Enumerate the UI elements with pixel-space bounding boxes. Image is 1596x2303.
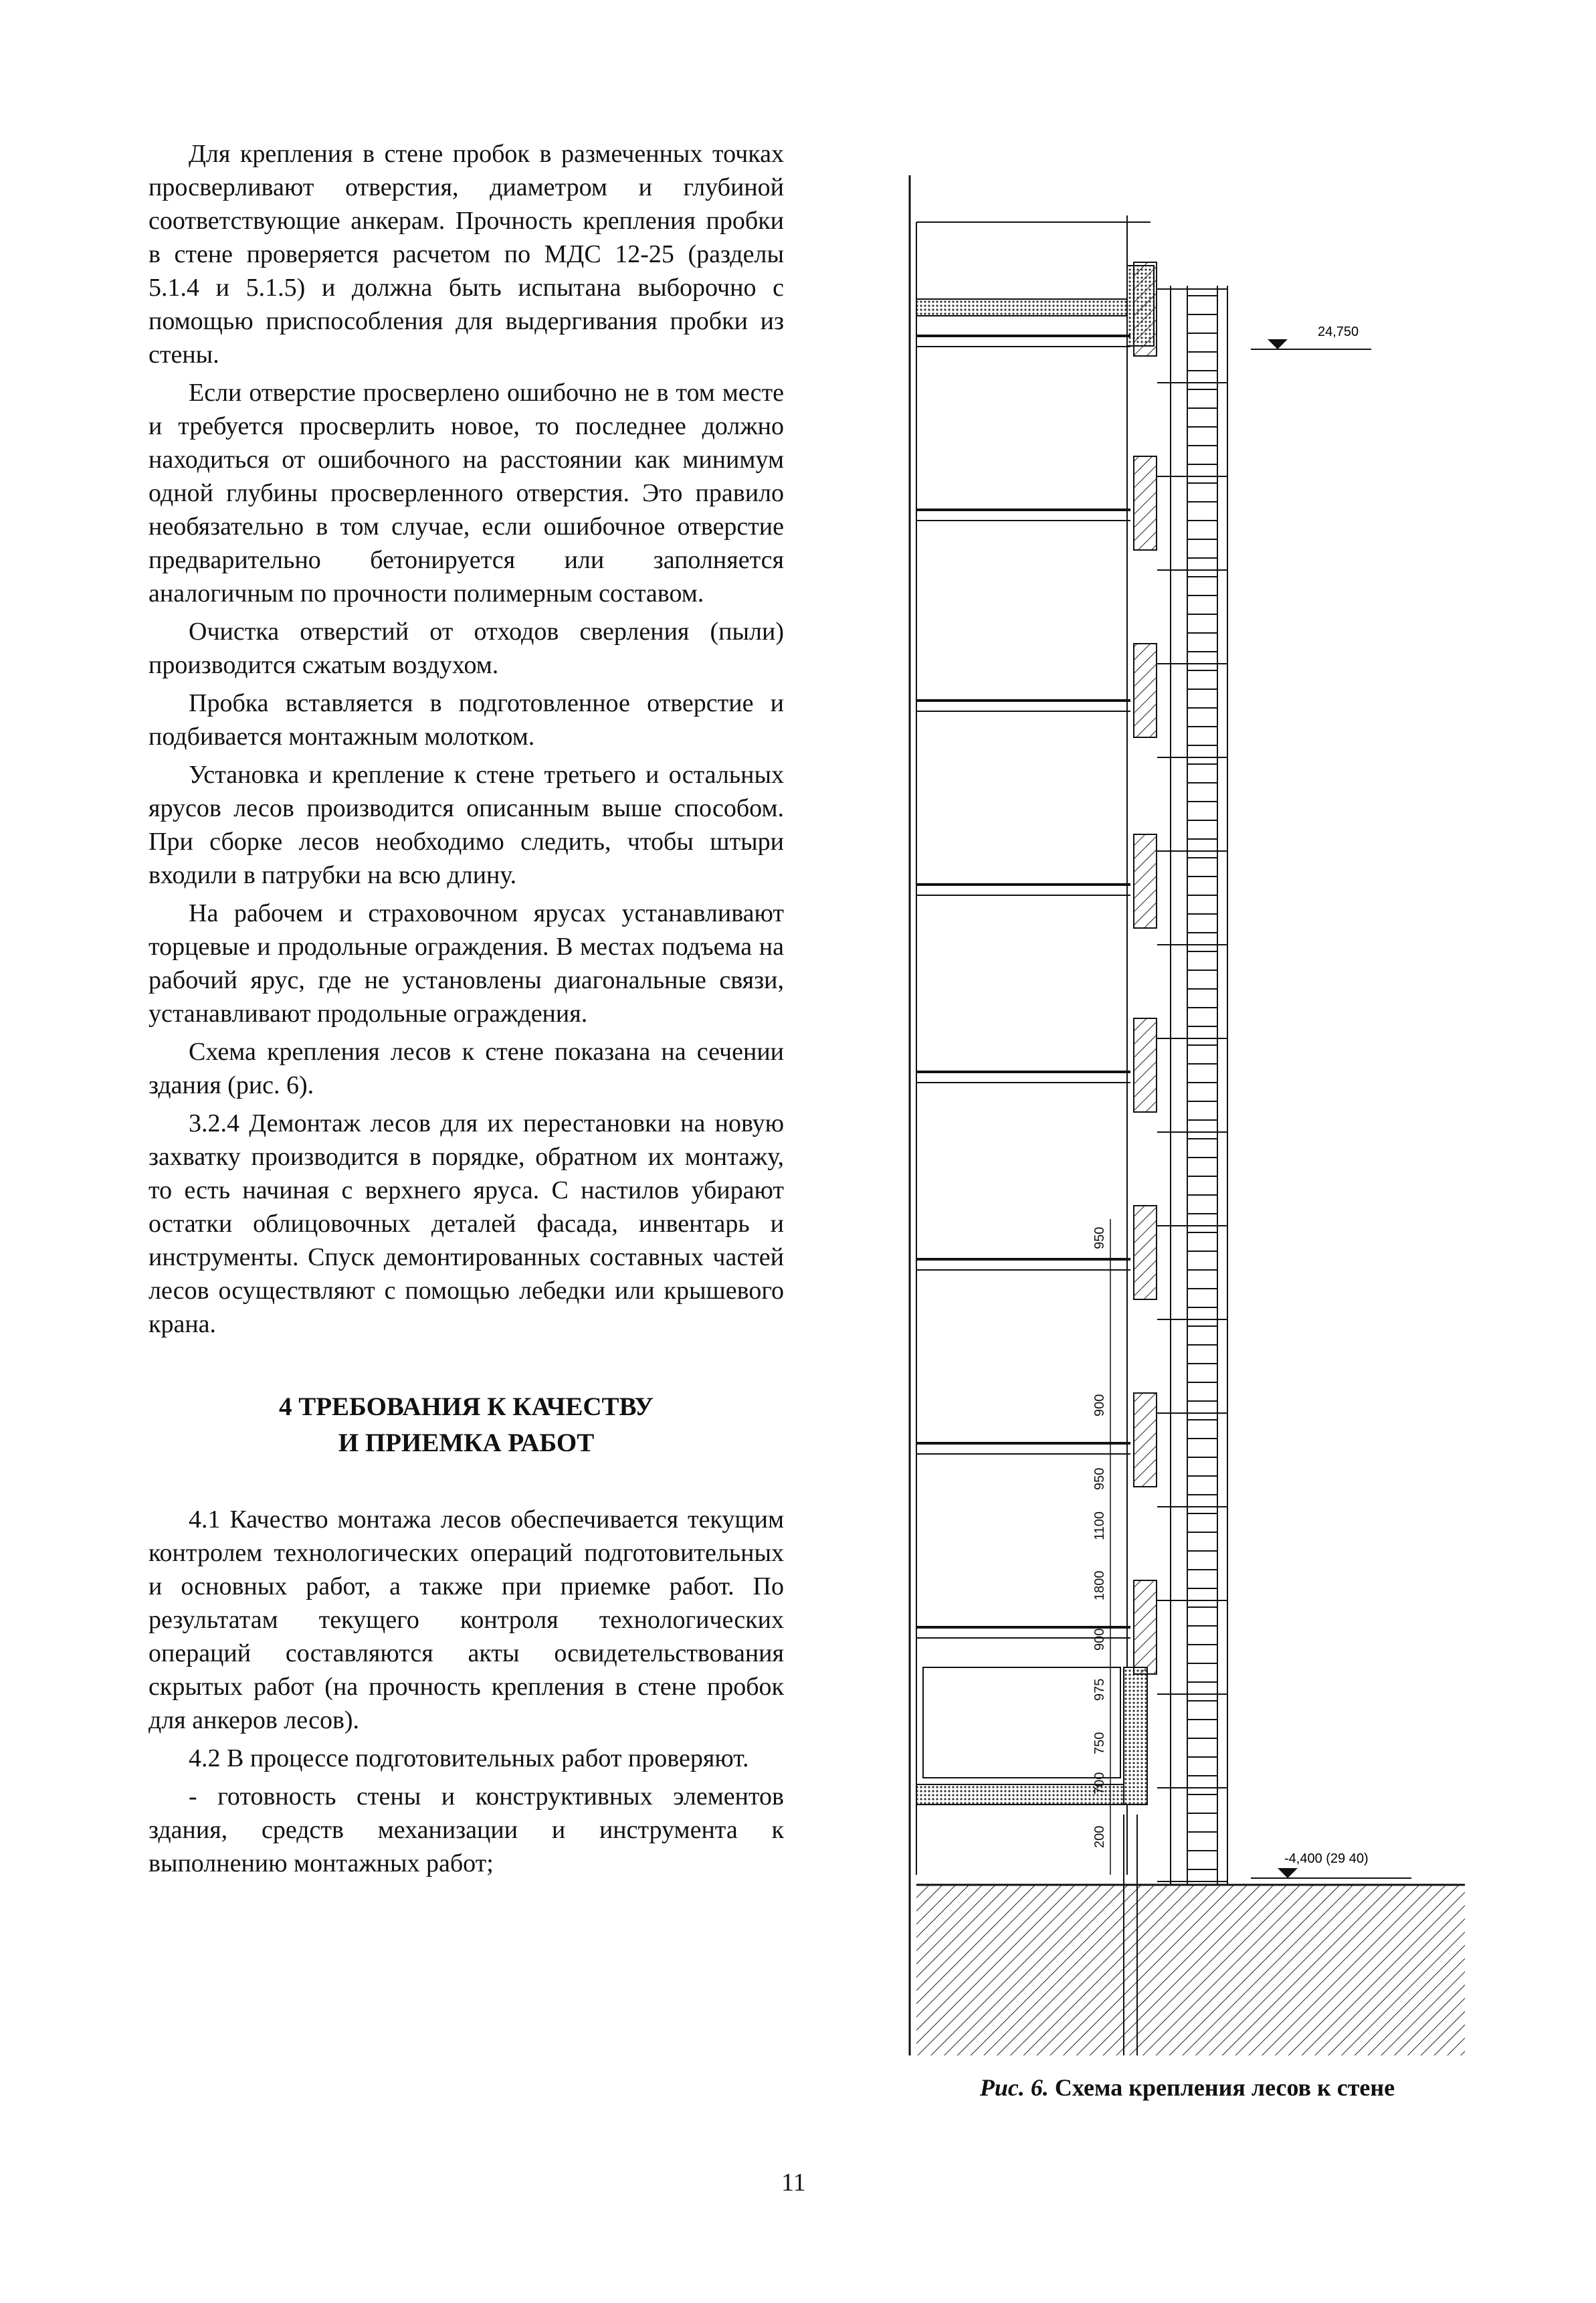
paragraph: 4.2 В процессе подготовительных работ проверяют. [189, 1744, 749, 1772]
anchor-bracket [1134, 262, 1157, 356]
heading-line: 4 ТРЕБОВАНИЯ К КАЧЕСТВУ [278, 1392, 654, 1421]
anchor-bracket [1134, 1206, 1157, 1299]
dimension-label: 1100 [1092, 1511, 1107, 1540]
paragraph: 3.2.4 Демонтаж лесов для их перестановки на новую захватку производится в порядке, обратном их монтажу, то есть начиная с верхнего яруса. С настилов убирают остатки облицовочных деталей фасада, инвентарь и инструменты. Спуск демонтированных составных частей лесов осуществляют с помощью лебедки или крышевого крана. [148, 1109, 784, 1338]
roof-slab [916, 299, 1137, 316]
page-number: 11 [781, 2169, 806, 2197]
ground-floor-slab [916, 1784, 1147, 1805]
dimension-label: 900 [1092, 1394, 1107, 1416]
anchor-bracket [1134, 456, 1157, 550]
section-heading [148, 1389, 784, 1461]
anchor-bracket [1134, 1018, 1157, 1112]
elevation-marker [1268, 339, 1288, 349]
paragraph: Пробка вставляется в подготовленное отверстие и подбивается монтажным молотком. [148, 689, 784, 751]
dimension-label: 200 [1092, 1825, 1107, 1848]
anchor-bracket [1134, 644, 1157, 737]
paragraph: На рабочем и страховочном ярусах устанавливают торцевые и продольные ограждения. В местах подъема на рабочий ярус, где не установлены диагональные связи, устанавливают продольные ограждения. [148, 899, 784, 1028]
paragraph: 4.1 Качество монтажа лесов обеспечивается текущим контролем технологических операций подготовительных и основных работ, а также при приемке работ. По результатам текущего контроля технологических операций составляются акты освидетельствования скрытых работ (на прочность крепления в стене пробок для анкеров лесов). [148, 1505, 784, 1734]
elevation-bottom-label: -4,400 (29 40) [1284, 1851, 1369, 1866]
paragraph: Установка и крепление к стене третьего и остальных ярусов лесов производится описанным выше способом. При сборке лесов необходимо следить, чтобы штыри входили в патрубки на всю длину. [148, 761, 784, 889]
elevation-top-label: 24,750 [1318, 325, 1359, 339]
dimension-label: 1800 [1092, 1570, 1107, 1600]
paragraph: Для крепления в стене пробок в размеченных точках просверливают отверстия, диаметром и глубиной соответствующие анкерам. Прочность крепления пробки в стене проверяется расчетом по МДС 12-25 (разделы 5.1.4 и 5.1.5) и должна быть испытана выборочно с помощью приспособления для выдергивания пробки из стены. [148, 140, 784, 369]
dimension-label: 950 [1092, 1467, 1107, 1490]
dimension-label: 900 [1092, 1628, 1107, 1651]
anchor-bracket [1134, 834, 1157, 928]
paragraph: - готовность стены и конструктивных элементов здания, средств механизации и инструмента к выполнению монтажных работ; [148, 1782, 784, 1877]
elevation-marker [1278, 1868, 1298, 1878]
dimension-label: 750 [1092, 1732, 1107, 1754]
anchor-bracket [1134, 1580, 1157, 1674]
paragraph: Схема крепления лесов к стене показана на сечении здания (рис. 6). [148, 1038, 784, 1099]
dimension-label: 975 [1092, 1678, 1107, 1701]
basement-window [923, 1667, 1120, 1778]
ground-hatch [916, 1885, 1465, 2055]
anchor-bracket [1134, 1393, 1157, 1487]
dimension-label: 950 [1092, 1226, 1107, 1249]
scaffold-section-drawing [903, 175, 1465, 2055]
caption-prefix: Рис. 6. [979, 2074, 1049, 2101]
plinth-wall [1124, 1667, 1147, 1805]
heading-line: И ПРИЕМКА РАБОТ [338, 1429, 595, 1457]
dimension-label: 700 [1092, 1772, 1107, 1794]
text-column [148, 137, 784, 1885]
paragraph: Если отверстие просверлено ошибочно не в том месте и требуется просверлить новое, то последнее должно находиться от ошибочного на расстоянии как минимум одной глубины просверленного отверстия. Это правило необязательно в том случае, если ошибочное отверстие предварительно бетонируется или заполняется аналогичным по прочности полимерным составом. [148, 379, 784, 608]
scaffold [1134, 262, 1227, 1885]
figure-caption [916, 2073, 1458, 2102]
caption-text: Схема крепления лесов к стене [1048, 2074, 1395, 2101]
paragraph: Очистка отверстий от отходов сверления (пыли) производится сжатым воздухом. [148, 618, 784, 679]
